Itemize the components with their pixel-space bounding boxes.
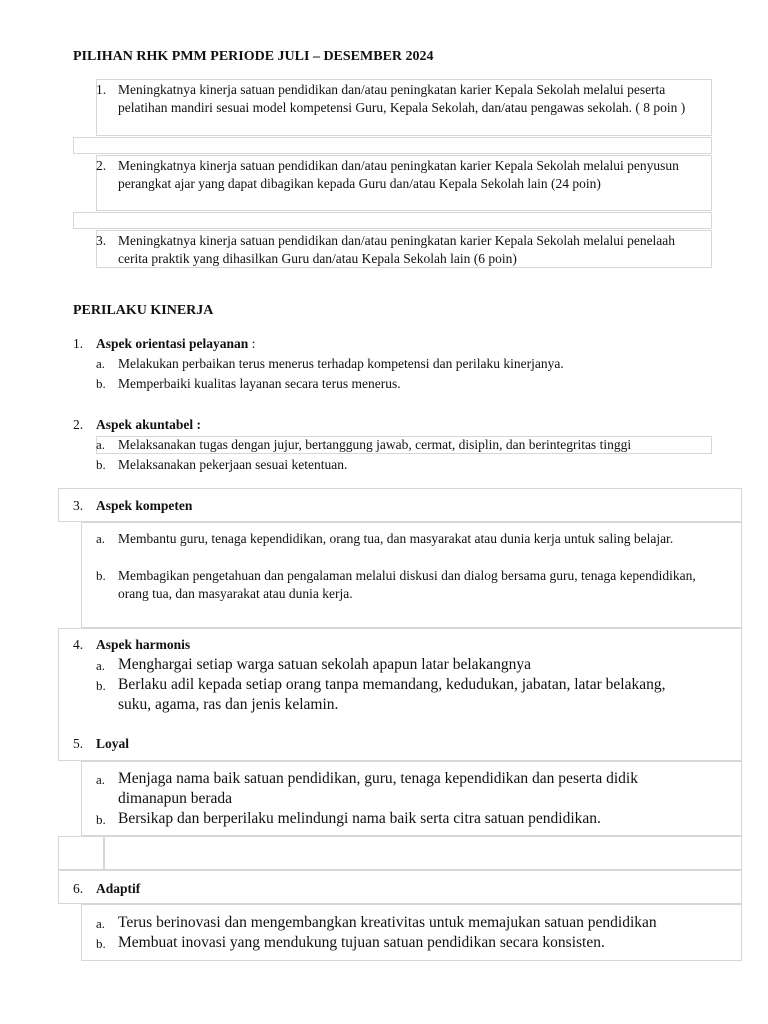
- item-label: a.: [96, 531, 106, 546]
- item-label: a.: [96, 772, 106, 787]
- rhk-number: 1.: [96, 82, 107, 97]
- item-label: a.: [96, 356, 106, 371]
- section-title: Aspek harmonis: [96, 637, 191, 652]
- item-text: Melaksanakan tugas dengan jujur, bertanggung jawab, cermat, disiplin, dan berintegritas tinggi: [118, 437, 632, 452]
- section-number: 2.: [73, 417, 84, 432]
- page-title: PILIHAN RHK PMM PERIODE JULI – DESEMBER 2024: [73, 49, 434, 64]
- section-title: Aspek orientasi pelayanan: [96, 336, 249, 351]
- rhk-text: Meningkatnya kinerja satuan pendidikan dan/atau peningkatan karier Kepala Sekolah melalui penyusun perangkat ajar yang dapat dibagikan kepada Guru dan/atau Kepala Sekolah lain (24 poin): [118, 158, 679, 191]
- section-number: 3.: [73, 498, 84, 513]
- section-number: 4.: [73, 637, 84, 652]
- item-text: Melakukan perbaikan terus menerus terhadap kompetensi dan perilaku kinerjanya.: [118, 356, 564, 371]
- section-title-wrap: [96, 416, 201, 434]
- rhk-number: 2.: [96, 158, 107, 173]
- section-title-wrap: [96, 497, 192, 515]
- item-label: b.: [96, 678, 106, 693]
- spacer-box: [104, 836, 742, 870]
- item-text: Memperbaiki kualitas layanan secara terus menerus.: [118, 376, 401, 391]
- item-label: a.: [96, 437, 106, 452]
- item-text: Menjaga nama baik satuan pendidikan, guru, tenaga kependidikan dan peserta didik dimanapun berada: [118, 770, 638, 807]
- section-title: Aspek kompeten: [96, 498, 193, 513]
- item-label: b.: [96, 812, 106, 827]
- item-text: Terus berinovasi dan mengembangkan kreativitas untuk memajukan satuan pendidikan: [118, 914, 657, 931]
- section-title-suffix: :: [248, 336, 256, 351]
- section-heading: PERILAKU KINERJA: [73, 303, 214, 318]
- item-text: Membantu guru, tenaga kependidikan, orang tua, dan masyarakat atau dunia kerja untuk saling belajar.: [118, 531, 674, 546]
- rhk-number: 3.: [96, 233, 107, 248]
- item-label: a.: [96, 916, 106, 931]
- item-label: b.: [96, 568, 106, 583]
- item-text: Melaksanakan pekerjaan sesuai ketentuan.: [118, 457, 348, 472]
- item-text: Bersikap dan berperilaku melindungi nama baik serta citra satuan pendidikan.: [118, 810, 601, 827]
- section-title-wrap: [96, 880, 140, 898]
- item-label: b.: [96, 457, 106, 472]
- rhk-text: Meningkatnya kinerja satuan pendidikan dan/atau peningkatan karier Kepala Sekolah melalui penelaah cerita praktik yang dihasilkan Guru dan/atau Kepala Sekolah lain (6 poin): [118, 233, 676, 266]
- rhk-gap-box: [73, 212, 712, 229]
- item-label: a.: [96, 658, 106, 673]
- item-text: Membuat inovasi yang mendukung tujuan satuan pendidikan secara konsisten.: [118, 934, 605, 951]
- section-title-wrap: [96, 636, 190, 654]
- spacer-box: [58, 836, 104, 870]
- section-title: Adaptif: [96, 881, 141, 896]
- section-number: 1.: [73, 336, 84, 351]
- section-title: Aspek akuntabel :: [96, 417, 202, 432]
- section-title-wrap: [96, 335, 255, 353]
- item-label: b.: [96, 376, 106, 391]
- rhk-gap-box: [73, 137, 712, 154]
- section-title-wrap: [96, 735, 129, 753]
- item-label: b.: [96, 936, 106, 951]
- section-number: 5.: [73, 736, 84, 751]
- item-text: Menghargai setiap warga satuan sekolah apapun latar belakangnya: [118, 656, 532, 673]
- item-text: Membagikan pengetahuan dan pengalaman melalui diskusi dan dialog bersama guru, tenaga kependidikan, orang tua, dan masyarakat atau dunia kerja.: [118, 568, 696, 601]
- rhk-text: Meningkatnya kinerja satuan pendidikan dan/atau peningkatan karier Kepala Sekolah melalui peserta pelatihan mandiri sesuai model kompetensi Guru, Kepala Sekolah, dan/atau pengawas sekolah. ( 8 poin ): [118, 82, 686, 115]
- section-number: 6.: [73, 881, 84, 896]
- section-title: Loyal: [96, 736, 130, 751]
- section-6-header-box: [58, 870, 742, 904]
- item-text: Berlaku adil kepada setiap orang tanpa memandang, kedudukan, jabatan, latar belakang, suku, agama, ras dan jenis kelamin.: [118, 676, 666, 713]
